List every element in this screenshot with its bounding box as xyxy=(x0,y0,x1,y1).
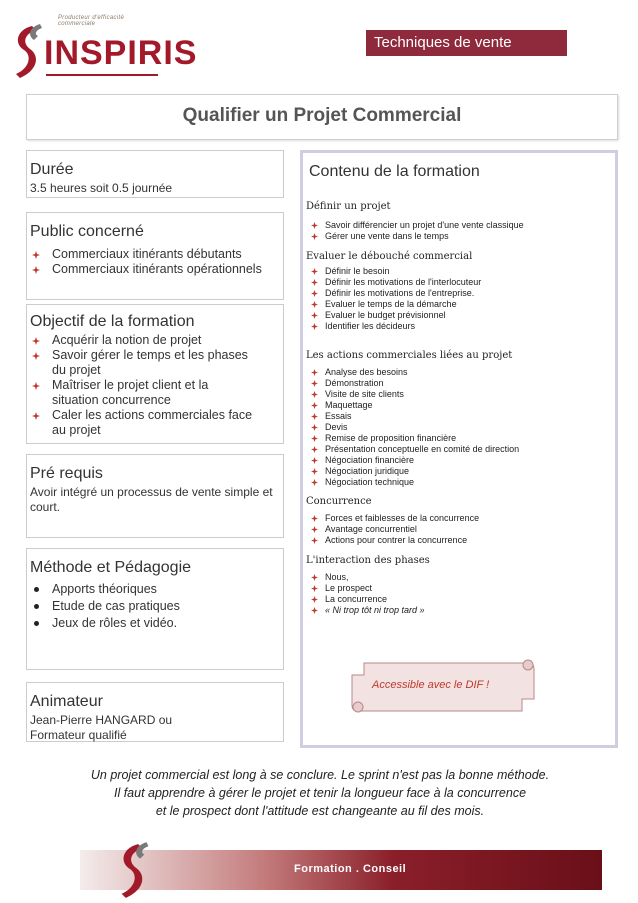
animateur-heading: Animateur xyxy=(30,693,103,710)
objectif-box xyxy=(26,304,284,444)
list-item: Maîtriser le projet client et la situation concurrence xyxy=(30,378,255,408)
list-item: Actions pour contrer la concurrence xyxy=(303,535,615,546)
diamond-bullet-icon xyxy=(32,251,40,259)
methode-box xyxy=(26,548,284,670)
diamond-bullet-icon xyxy=(311,526,318,533)
list-item: Commerciaux itinérants opérationnels xyxy=(30,262,283,277)
logo-swirl-icon xyxy=(10,22,46,80)
diamond-bullet-icon xyxy=(311,435,318,442)
list-item: Analyse des besoins xyxy=(303,367,615,378)
diamond-bullet-icon xyxy=(311,301,318,308)
contenu-heading: Contenu de la formation xyxy=(309,163,480,180)
diamond-bullet-icon xyxy=(32,266,40,274)
logo-underline xyxy=(46,74,158,76)
animateur-line1: Jean-Pierre HANGARD ou xyxy=(30,713,173,727)
diamond-bullet-icon xyxy=(311,391,318,398)
diamond-bullet-icon xyxy=(311,222,318,229)
dot-bullet-icon xyxy=(34,604,39,609)
diamond-bullet-icon xyxy=(311,233,318,240)
diamond-bullet-icon xyxy=(311,312,318,319)
page-title: Qualifier un Projet Commercial xyxy=(182,105,462,126)
diamond-bullet-icon xyxy=(311,290,318,297)
list-item: Avantage concurrentiel xyxy=(303,524,615,535)
footer xyxy=(44,840,602,900)
footer-swirl-icon xyxy=(104,840,164,900)
list-item: « Ni trop tôt ni trop tard » xyxy=(303,605,615,616)
prerequis-text: Avoir intégré un processus de vente simple et court. xyxy=(30,485,273,514)
public-box xyxy=(26,212,284,300)
section-actions xyxy=(303,350,615,488)
quote-line: et le prospect dont l'attitude est changeante au fil des mois. xyxy=(155,804,485,818)
diamond-bullet-icon xyxy=(311,574,318,581)
diamond-bullet-icon xyxy=(311,424,318,431)
prerequis-heading: Pré requis xyxy=(30,465,103,482)
dot-bullet-icon xyxy=(34,587,39,592)
list-item: Devis xyxy=(303,422,615,433)
duree-heading: Durée xyxy=(30,161,74,178)
list-item: Visite de site clients xyxy=(303,389,615,400)
diamond-bullet-icon xyxy=(311,402,318,409)
topic-banner: Techniques de vente xyxy=(366,30,567,56)
list-item: Jeux de rôles et vidéo. xyxy=(30,615,283,632)
inspiris-logo xyxy=(10,12,198,82)
section-title: Evaluer le débouché commercial xyxy=(306,251,473,262)
list-item: Définir le besoin xyxy=(303,266,615,277)
list-item: Essais xyxy=(303,411,615,422)
diamond-bullet-icon xyxy=(311,380,318,387)
list-item: La concurrence xyxy=(303,594,615,605)
animateur-box xyxy=(26,682,284,742)
list-item: Nous, xyxy=(303,572,615,583)
section-concurrence xyxy=(303,496,615,546)
quote-line: Un projet commercial est long à se conclure. Le sprint n'est pas la bonne méthode. xyxy=(90,768,550,782)
diamond-bullet-icon xyxy=(32,337,40,345)
diamond-bullet-icon xyxy=(32,352,40,360)
prerequis-box xyxy=(26,454,284,538)
diamond-bullet-icon xyxy=(311,268,318,275)
section-title: L'interaction des phases xyxy=(306,555,430,566)
diamond-bullet-icon xyxy=(311,607,318,614)
list-item: Identifier les décideurs xyxy=(303,321,615,332)
section-title: Concurrence xyxy=(306,496,372,507)
diamond-bullet-icon xyxy=(311,596,318,603)
list-item: Evaluer le budget prévisionnel xyxy=(303,310,615,321)
list-item: Négociation financière xyxy=(303,455,615,466)
duree-box xyxy=(26,150,284,198)
diamond-bullet-icon xyxy=(311,369,318,376)
quote xyxy=(60,766,580,820)
diamond-bullet-icon xyxy=(311,446,318,453)
list-item: Savoir différencier un projet d'une vente classique xyxy=(303,220,615,231)
list-item: Le prospect xyxy=(303,583,615,594)
list-item: Définir les motivations de l'entreprise. xyxy=(303,288,615,299)
list-item: Forces et faiblesses de la concurrence xyxy=(303,513,615,524)
list-item: Maquettage xyxy=(303,400,615,411)
diamond-bullet-icon xyxy=(311,413,318,420)
list-item: Savoir gérer le temps et les phases du projet xyxy=(30,348,255,378)
list-item: Présentation conceptuelle en comité de direction xyxy=(303,444,615,455)
logo-tagline: Producteur d'efficacité commerciale xyxy=(58,15,125,27)
section-interaction xyxy=(303,555,615,616)
list-item: Apports théoriques xyxy=(30,581,283,598)
diamond-bullet-icon xyxy=(311,457,318,464)
list-item: Définir les motivations de l'interlocuteur xyxy=(303,277,615,288)
diamond-bullet-icon xyxy=(311,515,318,522)
dif-text: Accessible avec le DIF ! xyxy=(372,679,490,691)
diamond-bullet-icon xyxy=(32,412,40,420)
list-item: Commerciaux itinérants débutants xyxy=(30,247,283,262)
diamond-bullet-icon xyxy=(311,468,318,475)
list-item: Négociation juridique xyxy=(303,466,615,477)
logo-name: INSPIRIS xyxy=(44,34,198,72)
diamond-bullet-icon xyxy=(311,585,318,592)
methode-heading: Méthode et Pédagogie xyxy=(30,559,192,576)
animateur-line2: Formateur qualifié xyxy=(30,728,127,742)
diamond-bullet-icon xyxy=(311,479,318,486)
list-item: Etude de cas pratiques xyxy=(30,598,283,615)
list-item: Evaluer le temps de la démarche xyxy=(303,299,615,310)
diamond-bullet-icon xyxy=(311,537,318,544)
footer-text: Formation . Conseil xyxy=(294,863,407,875)
list-item: Négociation technique xyxy=(303,477,615,488)
dot-bullet-icon xyxy=(34,621,39,626)
section-title: Définir un projet xyxy=(306,201,391,212)
public-heading: Public concerné xyxy=(30,223,144,240)
section-evaluer xyxy=(303,251,615,332)
section-title: Les actions commerciales liées au projet xyxy=(306,350,513,361)
diamond-bullet-icon xyxy=(32,382,40,390)
list-item: Gérer une vente dans le temps xyxy=(303,231,615,242)
list-item: Remise de proposition financière xyxy=(303,433,615,444)
section-definir xyxy=(303,201,615,242)
title-box xyxy=(26,94,618,140)
list-item: Démonstration xyxy=(303,378,615,389)
objectif-heading: Objectif de la formation xyxy=(30,313,195,330)
diamond-bullet-icon xyxy=(311,323,318,330)
diamond-bullet-icon xyxy=(311,279,318,286)
list-item: Acquérir la notion de projet xyxy=(30,333,255,348)
quote-line: Il faut apprendre à gérer le projet et tenir la longueur face à la concurrence xyxy=(113,786,527,800)
list-item: Caler les actions commerciales face au projet xyxy=(30,408,255,438)
duree-text: 3.5 heures soit 0.5 journée xyxy=(30,181,173,195)
